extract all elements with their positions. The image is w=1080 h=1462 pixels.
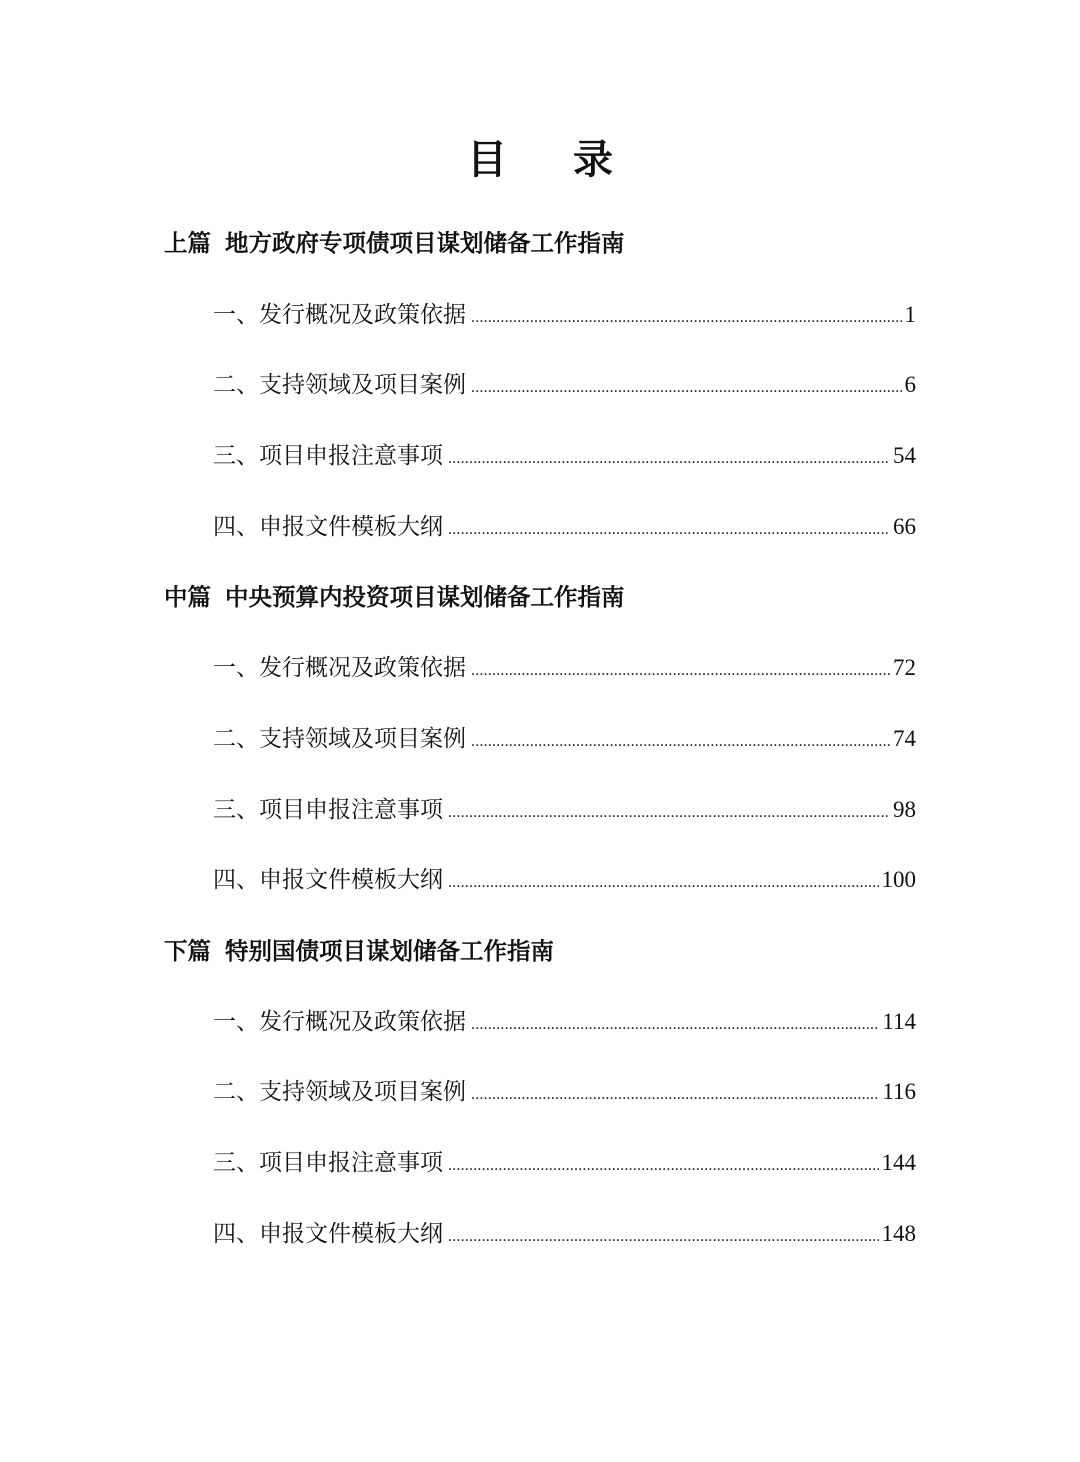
entry-label: 二、支持领域及项目案例 xyxy=(213,1079,466,1105)
page-number: 114 xyxy=(882,1009,916,1034)
section-heading-2 xyxy=(164,580,625,614)
entry-label: 一、发行概况及政策依据 xyxy=(213,655,466,681)
dot-leader xyxy=(471,1008,879,1042)
entry-label: 三、项目申报注意事项 xyxy=(213,797,443,823)
toc-entry[interactable] xyxy=(213,298,916,332)
dot-leader xyxy=(448,513,890,547)
page-number: 100 xyxy=(881,867,916,892)
entry-label: 四、申报文件模板大纲 xyxy=(213,1221,443,1247)
page-number: 54 xyxy=(893,443,916,468)
dot-leader xyxy=(448,1220,879,1254)
dot-leader xyxy=(471,725,890,759)
entry-label: 一、发行概况及政策依据 xyxy=(213,1009,466,1035)
toc-entry[interactable] xyxy=(213,863,916,897)
page-number: 1 xyxy=(904,302,916,327)
part-label: 下篇 xyxy=(164,937,211,965)
dot-leader xyxy=(448,866,879,900)
entry-label: 二、支持领域及项目案例 xyxy=(213,372,466,398)
toc-entry[interactable] xyxy=(213,793,916,827)
toc-entry[interactable] xyxy=(213,439,916,473)
dot-leader xyxy=(448,796,890,830)
dot-leader xyxy=(471,1078,879,1112)
part-label: 中篇 xyxy=(164,583,211,611)
section-heading-1 xyxy=(164,226,625,260)
page-number: 74 xyxy=(893,726,916,751)
toc-entry[interactable] xyxy=(213,1075,916,1109)
entry-label: 四、申报文件模板大纲 xyxy=(213,867,443,893)
section-title: 地方政府专项债项目谋划储备工作指南 xyxy=(225,229,625,257)
page-number: 144 xyxy=(881,1150,916,1175)
section-title: 中央预算内投资项目谋划储备工作指南 xyxy=(225,583,625,611)
page-title: 目 录 xyxy=(467,137,639,183)
toc-entry[interactable] xyxy=(213,651,916,685)
toc-entry[interactable] xyxy=(213,1217,916,1251)
entry-label: 三、项目申报注意事项 xyxy=(213,1150,443,1176)
page-number: 98 xyxy=(893,797,916,822)
page-number: 148 xyxy=(881,1221,916,1246)
toc-entry[interactable] xyxy=(213,722,916,756)
page-number: 72 xyxy=(893,655,916,680)
section-heading-3 xyxy=(164,934,554,968)
toc-entry[interactable] xyxy=(213,368,916,402)
dot-leader xyxy=(471,371,902,405)
entry-label: 二、支持领域及项目案例 xyxy=(213,726,466,752)
page-number: 6 xyxy=(904,372,916,397)
toc-entry[interactable] xyxy=(213,1005,916,1039)
dot-leader xyxy=(471,654,890,688)
section-title: 特别国债项目谋划储备工作指南 xyxy=(225,937,554,965)
entry-label: 四、申报文件模板大纲 xyxy=(213,514,443,540)
entry-label: 三、项目申报注意事项 xyxy=(213,443,443,469)
dot-leader xyxy=(471,301,902,335)
page-number: 116 xyxy=(882,1079,916,1104)
part-label: 上篇 xyxy=(164,229,211,257)
entry-label: 一、发行概况及政策依据 xyxy=(213,302,466,328)
page-number: 66 xyxy=(893,514,916,539)
dot-leader xyxy=(448,1149,879,1183)
dot-leader xyxy=(448,442,890,476)
toc-entry[interactable] xyxy=(213,510,916,544)
toc-entry[interactable] xyxy=(213,1146,916,1180)
